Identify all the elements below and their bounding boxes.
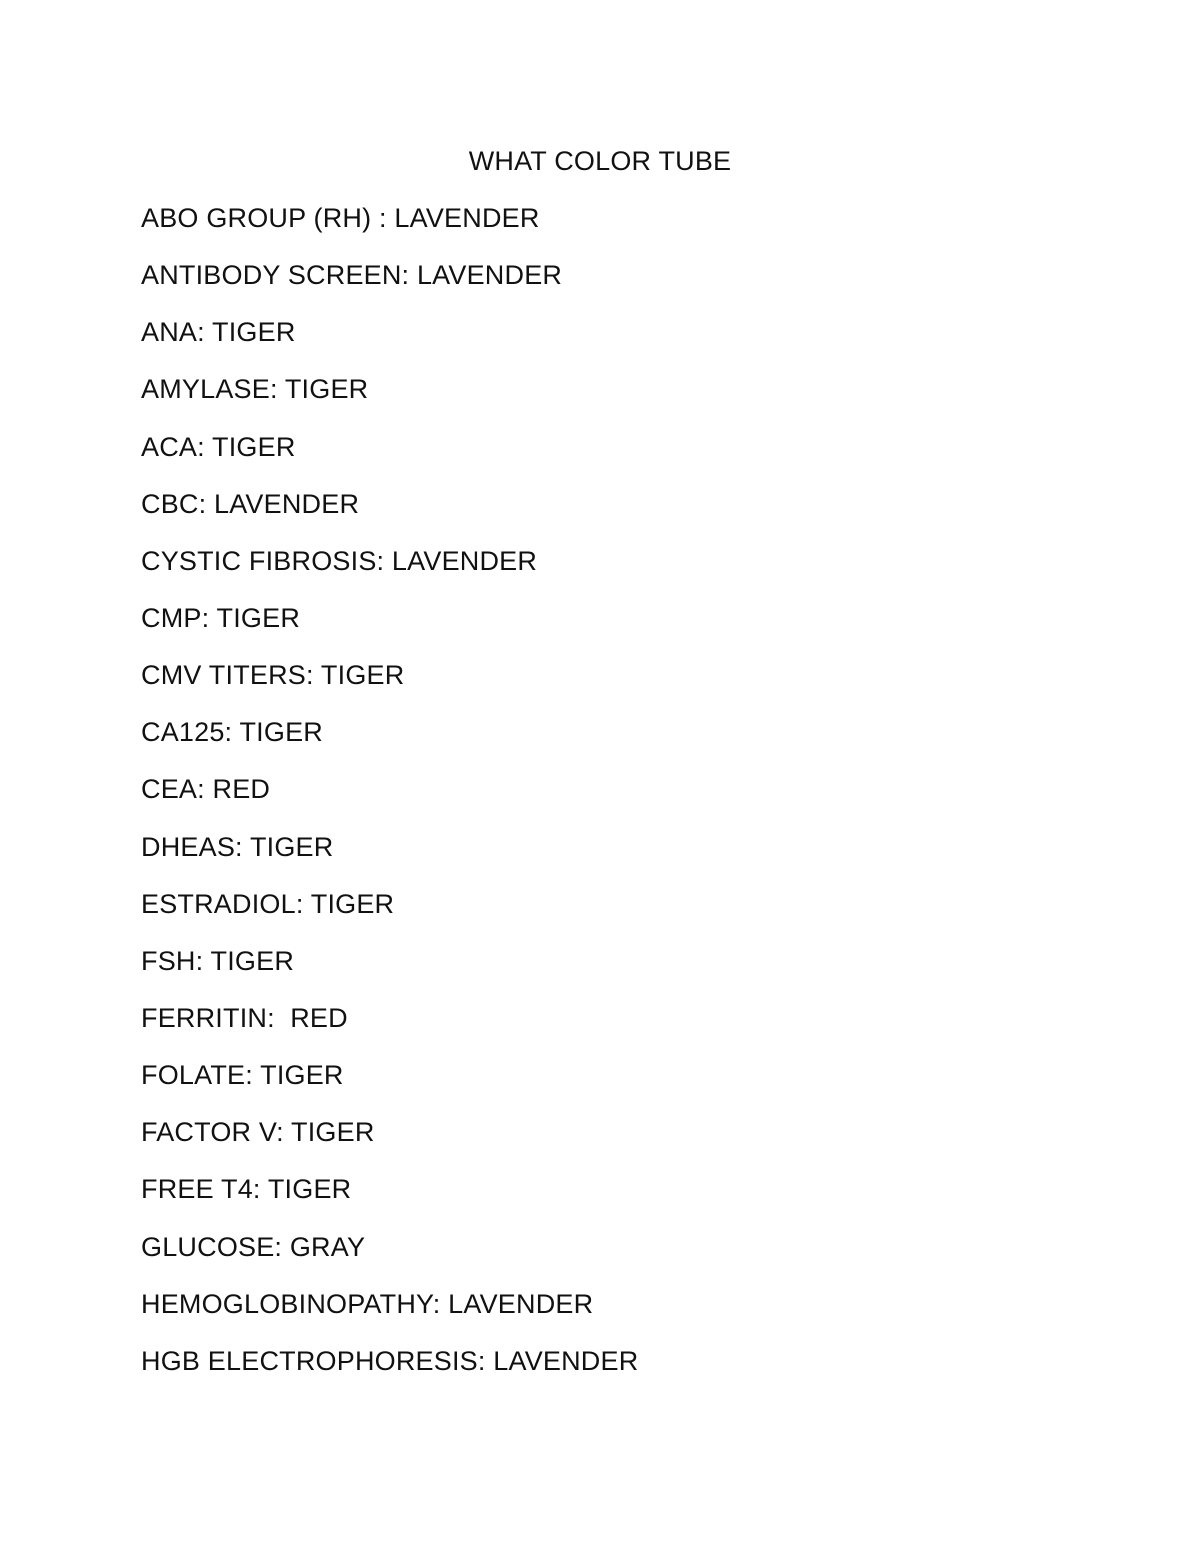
list-item: ABO GROUP (RH) : LAVENDER <box>141 203 540 233</box>
list-item: CBC: LAVENDER <box>141 488 360 519</box>
list-item: GLUCOSE: GRAY <box>141 1231 366 1262</box>
list-item: AMYLASE: TIGER <box>141 374 369 405</box>
list-item: FERRITIN: RED <box>141 1002 348 1033</box>
list-item: CMV TITERS: TIGER <box>141 660 405 691</box>
list-item: FREE T4: TIGER <box>141 1174 352 1205</box>
list-item: ANTIBODY SCREEN: LAVENDER <box>141 260 563 291</box>
list-item: FACTOR V: TIGER <box>141 1117 375 1148</box>
list-item: ESTRADIOL: TIGER <box>141 888 395 919</box>
list-item: CYSTIC FIBROSIS: LAVENDER <box>141 545 538 576</box>
list-item: CMP: TIGER <box>141 602 301 633</box>
document-title: WHAT COLOR TUBE <box>468 146 732 176</box>
list-item: ACA: TIGER <box>141 431 296 462</box>
list-item: FSH: TIGER <box>141 945 295 976</box>
list-item: ANA: TIGER <box>141 317 296 348</box>
list-item: CA125: TIGER <box>141 717 323 748</box>
list-item: DHEAS: TIGER <box>141 831 334 862</box>
list-item: HGB ELECTROPHORESIS: LAVENDER <box>141 1345 639 1376</box>
list-item: FOLATE: TIGER <box>141 1060 344 1091</box>
list-item: CEA: RED <box>141 774 271 805</box>
list-item: HEMOGLOBINOPATHY: LAVENDER <box>141 1288 594 1319</box>
tube-color-list <box>141 200 638 1400</box>
